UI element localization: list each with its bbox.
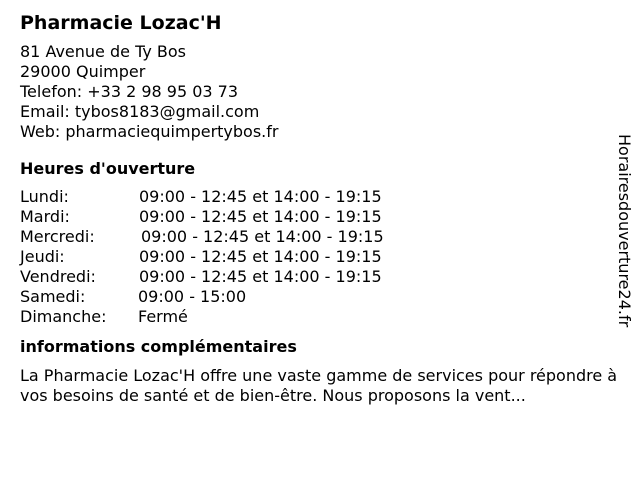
time-value: 09:00 - 12:45 et 14:00 - 19:15	[139, 187, 382, 206]
time-value: 09:00 - 12:45 et 14:00 - 19:15	[139, 267, 382, 286]
website-link[interactable]: Web: pharmaciequimpertybos.fr	[20, 122, 279, 141]
day-label: Vendredi:	[20, 267, 96, 286]
hours-row-sunday	[20, 307, 610, 327]
opening-hours-table	[20, 187, 610, 327]
pharmacy-name: Pharmacie Lozac'H	[20, 12, 222, 34]
phone-number[interactable]: Telefon: +33 2 98 95 03 73	[20, 82, 239, 101]
time-value: 09:00 - 12:45 et 14:00 - 19:15	[141, 227, 384, 246]
hours-row-friday	[20, 267, 610, 287]
hours-row-tuesday	[20, 207, 610, 227]
watermark	[612, 134, 636, 346]
day-label: Samedi:	[20, 287, 86, 306]
day-label: Jeudi:	[20, 247, 65, 266]
watermark-text: Horairesdouverture24.fr	[615, 134, 634, 328]
hours-row-saturday	[20, 287, 610, 307]
day-label: Mardi:	[20, 207, 70, 226]
address-line-1: 81 Avenue de Ty Bos	[20, 42, 186, 61]
address-line-2: 29000 Quimper	[20, 62, 146, 81]
hours-row-wednesday	[20, 227, 610, 247]
day-label: Dimanche:	[20, 307, 107, 326]
additional-info-text: La Pharmacie Lozac'H offre une vaste gamme de services pour répondre à vos besoins de santé et de bien-être. Nous proposons la vent...	[20, 366, 618, 405]
day-label: Lundi:	[20, 187, 69, 206]
hours-row-monday	[20, 187, 610, 207]
day-label: Mercredi:	[20, 227, 95, 246]
time-value: 09:00 - 15:00	[138, 287, 247, 306]
opening-hours-heading: Heures d'ouverture	[20, 159, 196, 178]
additional-info-heading: informations complémentaires	[20, 337, 297, 356]
time-value: 09:00 - 12:45 et 14:00 - 19:15	[139, 247, 382, 266]
time-value: 09:00 - 12:45 et 14:00 - 19:15	[139, 207, 382, 226]
email-address[interactable]: Email: tybos8183@gmail.com	[20, 102, 260, 121]
time-value: Fermé	[138, 307, 188, 326]
pharmacy-card	[20, 10, 618, 406]
hours-row-thursday	[20, 247, 610, 267]
